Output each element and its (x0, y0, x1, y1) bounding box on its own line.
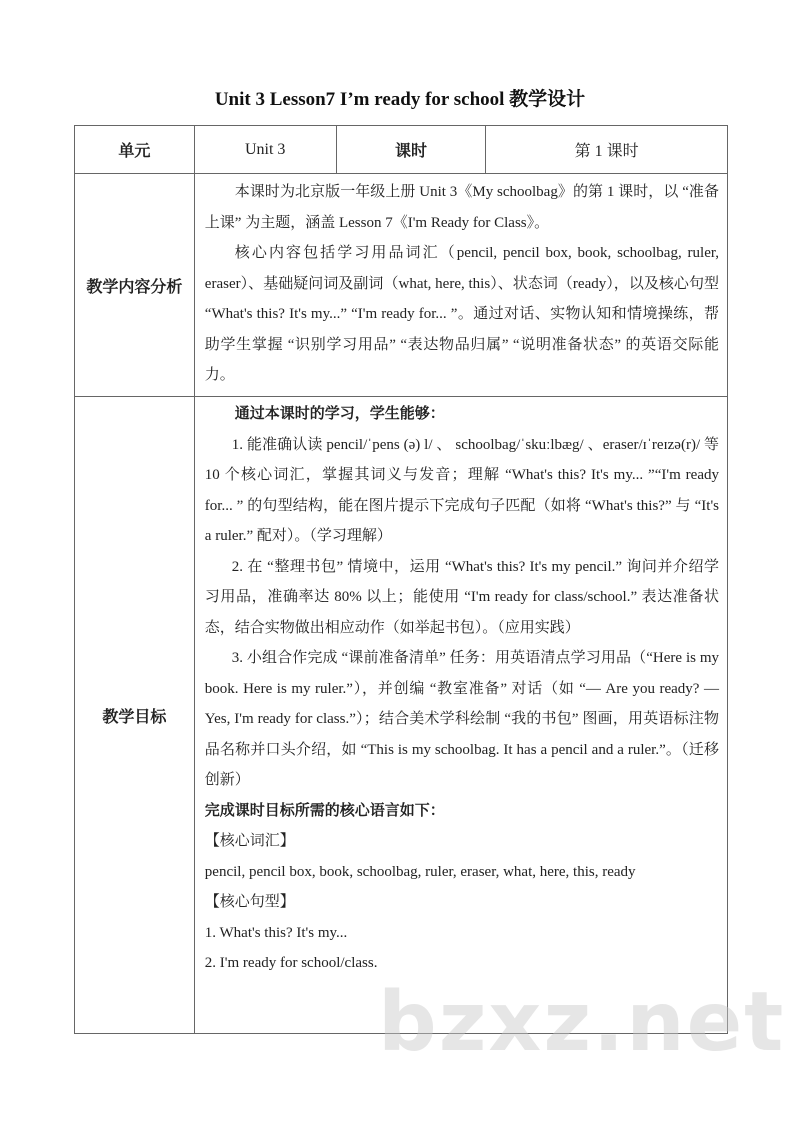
analysis-paragraph: 本课时为北京版一年级上册 Unit 3《My schoolbag》的第 1 课时，以 “准备上课” 为主题，涵盖 Lesson 7《I'm Ready for Class》。 (204, 184, 719, 231)
objectives-content (194, 397, 727, 1034)
vocab-heading: 【核心词汇】 (204, 833, 295, 849)
lesson-design-table (74, 125, 728, 1034)
objective-item: 2. 在 “整理书包” 情境中，运用 “What's this? It's my pencil.” 询问并介绍学习用品，准确率达 80% 以上；能使用 “I'm ready for class/school.” 表达准备状态，结合实物做出相应动作（如举起书包）。（应用实践） (204, 558, 719, 636)
objectives-row (75, 397, 728, 1034)
vocab-list: pencil, pencil box, book, schoolbag, ruler, eraser, what, here, this, ready (204, 863, 636, 880)
header-row (75, 126, 728, 174)
objectives-label: 教学目标 (75, 397, 195, 1034)
objective-item: 1. 能准确认读 pencil/ˈpens (ə) l/ 、 schoolbag/ˈskuːlbæg/ 、eraser/ɪˈreɪzə(r)/ 等 10 个核心词汇，掌握其词义与发音；理解 “What's this? It's my... ”“I'm ready for... ” 的句型结构，能在图片提示下完成句子匹配（如将 “What's this?” 与 “It's a ruler.” 配对）。（学习理解） (204, 436, 719, 544)
core-language-heading: 完成课时目标所需的核心语言如下： (204, 802, 445, 819)
objectives-intro: 通过本课时的学习，学生能够： (234, 406, 445, 422)
analysis-row (75, 174, 728, 397)
watermark: bzxz.net (378, 975, 786, 1070)
analysis-content (194, 174, 727, 397)
objective-item: 3. 小组合作完成 “课前准备清单” 任务：用英语清点学习用品（“Here is my book. Here is my ruler.”），并创编 “教室准备” 对话（如 “— Are you ready? — Yes, I'm ready for class.”）；结合美术学科绘制 “我的书包” 图画，用英语标注物品名称并口头介绍，如 “This is my schoolbag. It has a pencil and a ruler.”。（迁移创新） (204, 650, 719, 788)
unit-value: Unit 3 (194, 126, 336, 174)
analysis-label: 教学内容分析 (75, 174, 195, 397)
period-value: 第 1 课时 (486, 126, 728, 174)
sentence-item: 1. What's this? It's my... (204, 924, 348, 941)
unit-label: 单元 (75, 126, 195, 174)
sentences-heading: 【核心句型】 (204, 894, 295, 910)
period-label: 课时 (336, 126, 486, 174)
sentence-item: 2. I'm ready for school/class. (204, 955, 378, 971)
analysis-paragraph: 核心内容包括学习用品词汇（pencil, pencil box, book, schoolbag, ruler, eraser）、基础疑问词及副词（what, here, this）、状态词（ready），以及核心句型 “What's this? It's my...” “I'm ready for... ”。通过对话、实物认知和情境操练，帮助学生掌握 “识别学习用品” “表达物品归属” “说明准备状态” 的英语交际能力。 (204, 245, 719, 384)
document-title: Unit 3 Lesson7 I’m ready for school 教学设计 (214, 89, 586, 110)
